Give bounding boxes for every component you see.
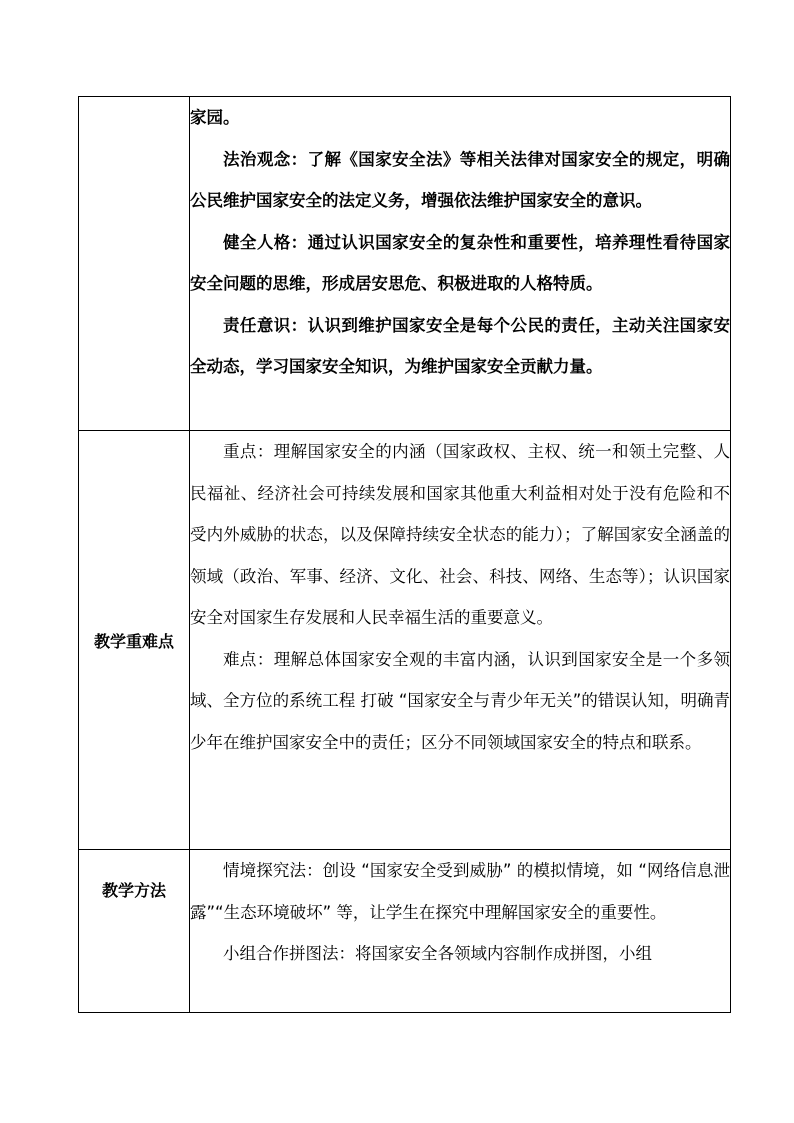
key-points-cell bbox=[190, 431, 731, 850]
paragraph-responsibility: 责任意识：认识到维护国家安全是每个公民的责任，主动关注国家安全动态，学习国家安全知识，为维护国家安全贡献力量。 bbox=[190, 315, 730, 376]
table-row-key-points bbox=[79, 431, 731, 850]
lesson-plan-table bbox=[78, 96, 731, 1013]
row-label-key-points: 教学重难点 bbox=[79, 431, 190, 850]
row-label-teaching-methods: 教学方法 bbox=[79, 850, 190, 1013]
paragraph-key-point: 重点：理解国家安全的内涵（国家政权、主权、统一和领土完整、人民福祉、经济社会可持续发展和国家其他重大利益相对处于没有危险和不受内外威胁的状态，以及保障持续安全状态的能力）；了解国家安全涵盖的领域（政治、军事、经济、文化、社会、科技、网络、生态等）；认识国家安全对国家生存发展和人民幸福生活的重要意义。 bbox=[190, 442, 730, 627]
paragraph-rule-of-law: 法治观念：了解《国家安全法》等相关法律对国家安全的规定，明确公民维护国家安全的法定义务，增强依法维护国家安全的意识。 bbox=[190, 149, 730, 210]
literacy-goals-cell bbox=[190, 97, 731, 431]
paragraph-situational-inquiry: 情境探究法：创设 “国家安全受到威胁” 的模拟情境，如 “网络信息泄露”“生态环境破坏” 等，让学生在探究中理解国家安全的重要性。 bbox=[190, 861, 730, 922]
paragraph-group-jigsaw: 小组合作拼图法：将国家安全各领域内容制作成拼图，小组 bbox=[223, 944, 652, 963]
paragraph-difficult-point: 难点：理解总体国家安全观的丰富内涵，认识到国家安全是一个多领域、全方位的系统工程 打破 “国家安全与青少年无关”的错误认知，明确青少年在维护国家安全中的责任；区分不同领域国家安全的特点和联系。 bbox=[190, 649, 730, 752]
table-row-teaching-methods bbox=[79, 850, 731, 1013]
table-row-literacy-goals bbox=[79, 97, 731, 431]
paragraph-sound-personality: 健全人格：通过认识国家安全的复杂性和重要性，培养理性看待国家安全问题的思维，形成居安思危、积极进取的人格特质。 bbox=[190, 232, 730, 293]
paragraph-continuation: 家园。 bbox=[190, 108, 240, 127]
teaching-methods-cell bbox=[190, 850, 731, 1013]
row-label-empty bbox=[79, 97, 190, 431]
